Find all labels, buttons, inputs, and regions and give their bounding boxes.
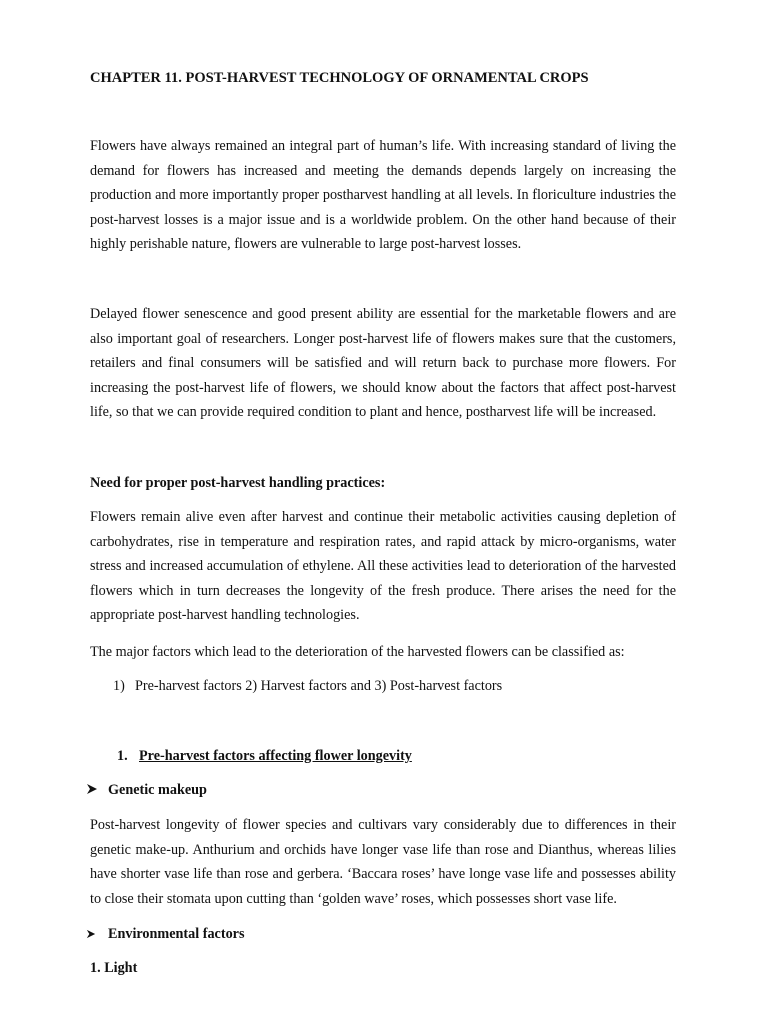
section-heading-pre-harvest [117, 746, 412, 766]
need-paragraph: Flowers remain alive even after harvest and continue their metabolic activities causing depletion of carbohydrates, rise in temperature and respiration rates, and rapid attack by micro-organisms, water stress and increased accumulation of ethylene. All these activities lead to deterioration of the harvested flowers which in turn decreases the longevity of the fresh produce. There arises the need for the appropriate post-harvest handling technologies. [90, 509, 676, 624]
factors-list-item [113, 676, 502, 696]
environmental-factors-label: Environmental factors [108, 926, 245, 942]
arrowhead-bullet-icon [86, 780, 108, 800]
arrowhead-bullet-icon [86, 924, 108, 944]
factors-intro: The major factors which lead to the deterioration of the harvested flowers can be classified as: [90, 644, 625, 660]
section-number: 1. [117, 748, 128, 764]
environmental-factors-heading [86, 924, 244, 944]
intro-paragraph: Flowers have always remained an integral part of human’s life. With increasing standard of living the demand for flowers has increased and meeting the demands depends largely on increasing the production and more importantly proper postharvest handling at all levels. In floriculture industries the post-harvest losses is a major issue and is a worldwide problem. On the other hand because of their highly perishable nature, flowers are vulnerable to large post-harvest losses. [90, 138, 676, 253]
section-title: Pre-harvest factors affecting flower longevity [139, 748, 412, 764]
light-subheading: 1. Light [90, 960, 138, 976]
genetic-makeup-paragraph: Post-harvest longevity of flower species and cultivars vary considerably due to differences in their genetic make-up. Anthurium and orchids have longer vase life than rose and Dianthus, whereas lilies have shorter vase life than rose and gerbera. ‘Baccara roses’ have longe vase life and possesses ability to close their stomata upon cutting than ‘golden wave’ roses, which possesses short vase life. [90, 817, 676, 907]
genetic-makeup-heading [86, 780, 207, 800]
chapter-title: CHAPTER 11. POST-HARVEST TECHNOLOGY OF ORNAMENTAL CROPS [90, 70, 589, 86]
factors-list-number: 1) [113, 678, 125, 694]
senescence-paragraph: Delayed flower senescence and good present ability are essential for the marketable flowers and are also important goal of researchers. Longer post-harvest life of flowers makes sure that the customers, retailers and final consumers will be satisfied and will return back to purchase more flowers. For increasing the post-harvest life of flowers, we should know about the factors that affect post-harvest life, so that we can provide required condition to plant and hence, postharvest life will be increased. [90, 306, 676, 421]
factors-list-text: Pre-harvest factors 2) Harvest factors and 3) Post-harvest factors [135, 678, 503, 694]
need-heading: Need for proper post-harvest handling practices: [90, 475, 386, 491]
genetic-makeup-label: Genetic makeup [108, 782, 207, 798]
